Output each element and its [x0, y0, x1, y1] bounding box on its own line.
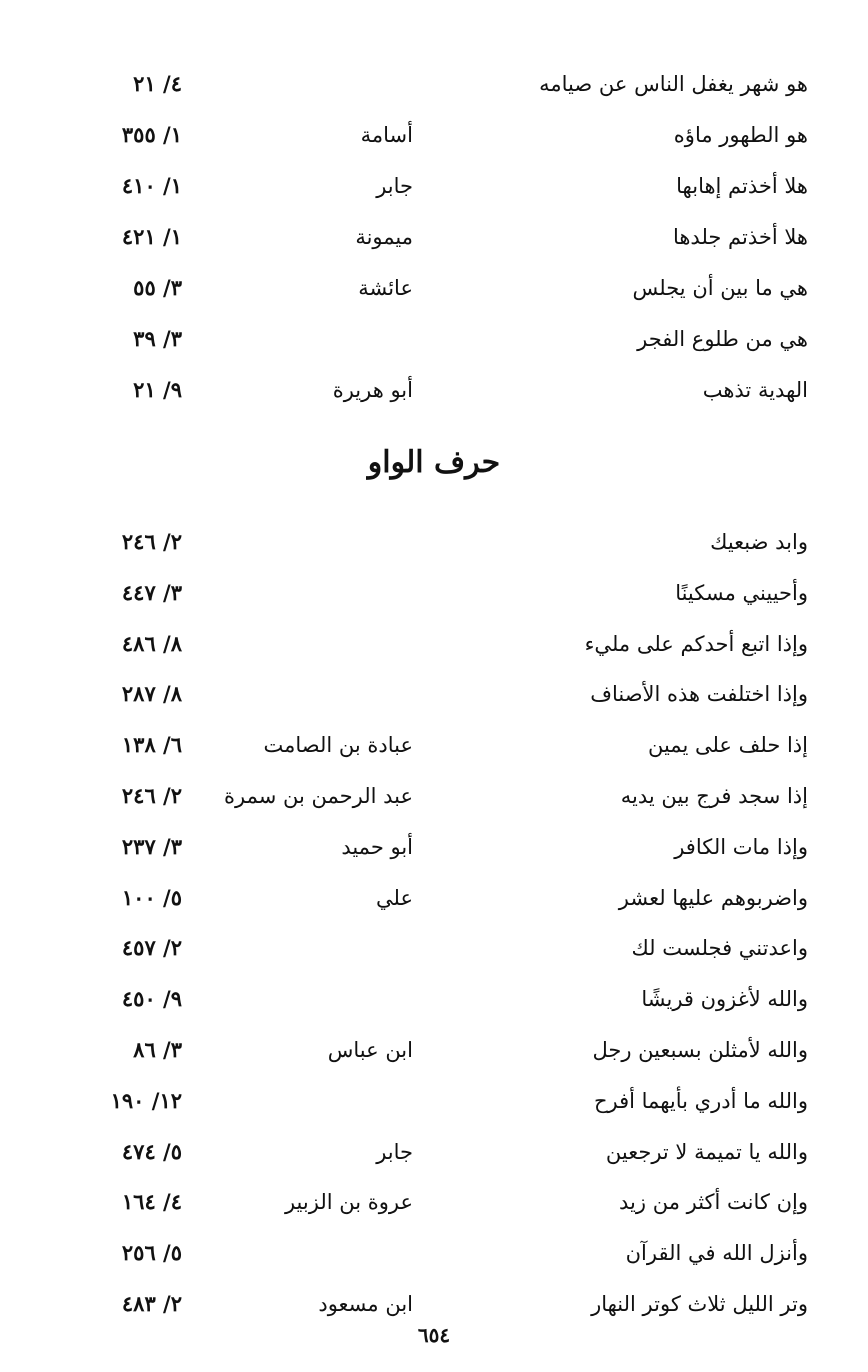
- index-row: [0, 928, 868, 968]
- hadith-text: والله لأمثلن بسبعين رجل: [592, 1038, 808, 1062]
- index-row: [0, 878, 868, 918]
- volume-page-reference: ٨/ ٢٨٧: [121, 681, 182, 707]
- index-row: [0, 674, 868, 714]
- hadith-text: هي ما بين أن يجلس: [632, 276, 808, 300]
- narrator-name: جابر: [376, 174, 413, 198]
- index-row: [0, 522, 868, 562]
- index-row: [0, 1081, 868, 1121]
- narrator-name: علي: [376, 885, 413, 910]
- index-row: [0, 115, 868, 155]
- hadith-text: هو شهر يغفل الناس عن صيامه: [539, 72, 808, 96]
- narrator-name: ابن عباس: [327, 1038, 413, 1062]
- index-row: [0, 166, 868, 206]
- hadith-text: وتر الليل ثلاث كوتر النهار: [591, 1292, 808, 1316]
- narrator-name: أبو هريرة: [332, 378, 413, 402]
- index-row: [0, 1284, 868, 1324]
- section-title: حرف الواو: [367, 445, 501, 480]
- narrator-name: عبادة بن الصامت: [263, 733, 413, 758]
- index-row: [0, 573, 868, 613]
- volume-page-reference: ٤/ ٢١: [133, 71, 182, 96]
- volume-page-reference: ١٢/ ١٩٠: [110, 1087, 182, 1113]
- index-row: [0, 268, 868, 308]
- hadith-text: هي من طلوع الفجر: [637, 327, 808, 351]
- volume-page-reference: ١/ ٤٢١: [121, 224, 182, 249]
- index-row: [0, 1182, 868, 1222]
- hadith-text: وأحييني مسكينًا: [675, 580, 808, 605]
- volume-page-reference: ٥/ ١٠٠: [121, 884, 182, 910]
- hadith-text: وإذا اختلفت هذه الأصناف: [590, 682, 808, 707]
- volume-page-reference: ٣/ ٣٩: [133, 326, 182, 351]
- hadith-text: إذا حلف على يمين: [647, 733, 808, 758]
- hadith-text: والله ما أدري بأيهما أفرح: [593, 1088, 808, 1113]
- hadith-text: هو الطهور ماؤه: [673, 123, 808, 147]
- index-row: [0, 370, 868, 410]
- index-row: [0, 319, 868, 359]
- index-row: [0, 1132, 868, 1172]
- volume-page-reference: ٣/ ٥٥: [133, 275, 182, 300]
- hadith-text: وأنزل الله في القرآن: [625, 1241, 808, 1266]
- narrator-name: ميمونة: [355, 225, 413, 249]
- index-row: [0, 624, 868, 664]
- volume-page-reference: ٣/ ٨٦: [133, 1037, 182, 1062]
- volume-page-reference: ٨/ ٤٨٦: [121, 630, 182, 656]
- volume-page-reference: ٢/ ٢٤٦: [121, 783, 182, 808]
- narrator-name: ابن مسعود: [318, 1292, 413, 1316]
- narrator-name: عائشة: [358, 276, 413, 300]
- hadith-text: واضربوهم عليها لعشر: [618, 885, 808, 910]
- hadith-text: هلا أخذتم جلدها: [672, 225, 808, 249]
- volume-page-reference: ٦/ ١٣٨: [121, 732, 182, 758]
- hadith-text: إذا سجد فرج بين يديه: [620, 784, 808, 808]
- volume-page-reference: ٢/ ٢٤٦: [121, 529, 182, 554]
- index-row: [0, 725, 868, 765]
- hadith-text: هلا أخذتم إهابها: [676, 174, 808, 198]
- volume-page-reference: ١/ ٣٥٥: [121, 122, 182, 147]
- narrator-name: أبو حميد: [341, 834, 413, 859]
- index-row: [0, 979, 868, 1019]
- hadith-text: واعدتني فجلست لك: [631, 936, 808, 961]
- index-row: [0, 64, 868, 104]
- volume-page-reference: ٤/ ١٦٤: [121, 1189, 182, 1215]
- page-number: ٦٥٤: [417, 1323, 451, 1347]
- hadith-text: الهدية تذهب: [702, 378, 808, 402]
- hadith-text: وإن كانت أكثر من زيد: [619, 1190, 808, 1215]
- narrator-name: جابر: [376, 1139, 413, 1164]
- volume-page-reference: ١/ ٤١٠: [121, 173, 182, 198]
- index-row: [0, 776, 868, 816]
- narrator-name: عروة بن الزبير: [284, 1190, 413, 1215]
- index-row: [0, 1030, 868, 1070]
- index-row: [0, 1233, 868, 1273]
- volume-page-reference: ٩/ ٤٥٠: [121, 986, 182, 1012]
- volume-page-reference: ٩/ ٢١: [133, 377, 182, 402]
- volume-page-reference: ٥/ ٤٧٤: [121, 1138, 182, 1164]
- hadith-text: والله يا تميمة لا ترجعين: [605, 1139, 808, 1164]
- volume-page-reference: ٣/ ٤٤٧: [121, 579, 182, 605]
- volume-page-reference: ٥/ ٢٥٦: [121, 1240, 182, 1266]
- volume-page-reference: ٢/ ٤٥٧: [121, 935, 182, 961]
- narrator-name: أسامة: [360, 123, 413, 147]
- hadith-text: والله لأغزون قريشًا: [641, 987, 808, 1012]
- index-row: [0, 827, 868, 867]
- volume-page-reference: ٢/ ٤٨٣: [121, 1291, 182, 1316]
- narrator-name: عبد الرحمن بن سمرة: [224, 784, 413, 808]
- index-row: [0, 217, 868, 257]
- hadith-text: وإذا مات الكافر: [674, 834, 808, 859]
- hadith-text: وإذا اتبع أحدكم على مليء: [584, 631, 808, 656]
- volume-page-reference: ٣/ ٢٣٧: [121, 833, 182, 859]
- hadith-text: وابد ضبعيك: [710, 530, 808, 554]
